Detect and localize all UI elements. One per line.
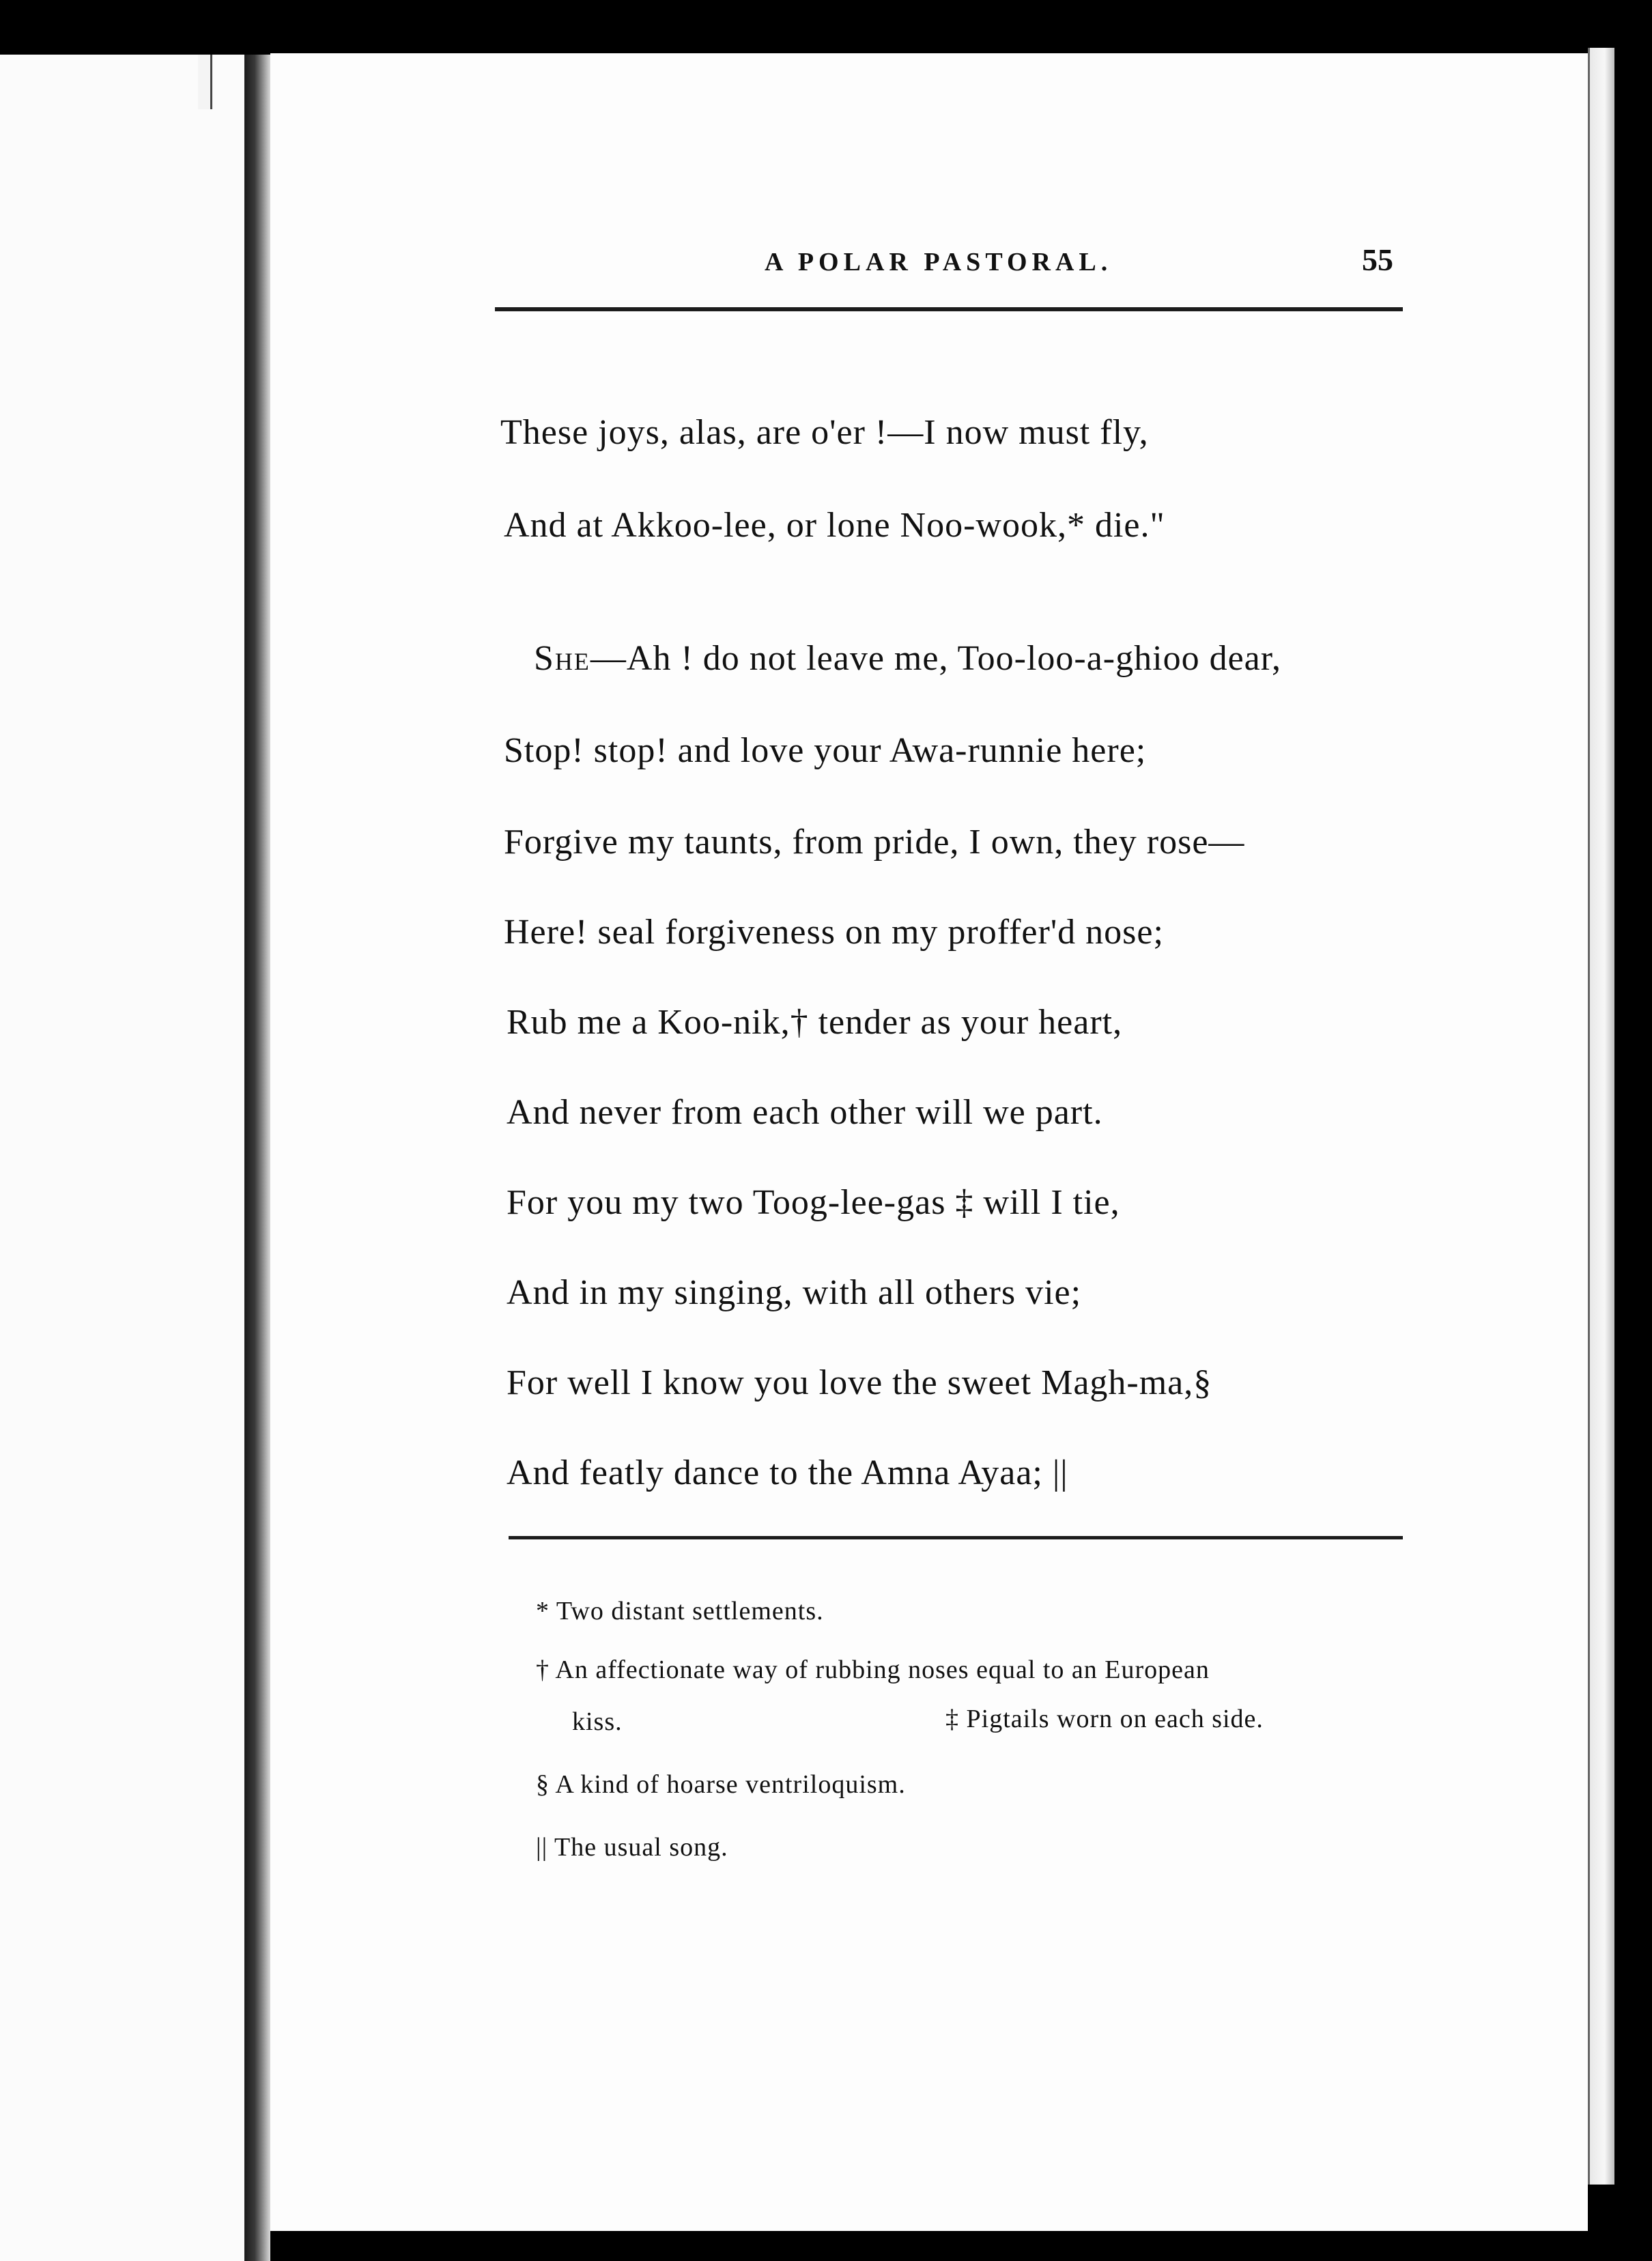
verse-line: And at Akkoo-lee, or lone Noo-wook,* die.": [504, 506, 1165, 545]
verse-line: These joys, alas, are o'er !—I now must fly,: [500, 413, 1149, 452]
page-fore-edge: [1588, 48, 1614, 2185]
scan-border: [270, 2231, 1652, 2261]
footnote: † An affectionate way of rubbing noses equal to an European: [536, 1655, 1210, 1684]
footnote: kiss.: [572, 1707, 623, 1736]
page-corner-fold: [198, 55, 212, 109]
footnote: || The usual song.: [536, 1833, 728, 1862]
running-head: A POLAR PASTORAL.: [765, 248, 1113, 276]
footnote: * Two distant settlements.: [536, 1597, 824, 1625]
footnote: ‡ Pigtails worn on each side.: [945, 1705, 1264, 1733]
facing-page-edge: [0, 55, 257, 2261]
verse-line: [534, 638, 1281, 679]
verse-line: Here! seal forgiveness on my proffer'd nose;: [504, 913, 1164, 952]
verse-line: And featly dance to the Amna Ayaa; ||: [507, 1453, 1068, 1492]
verse-line: For you my two Toog-lee-gas ‡ will I tie,: [507, 1183, 1120, 1222]
verse-line: Stop! stop! and love your Awa-runnie here;: [504, 731, 1147, 770]
verse-line: And in my singing, with all others vie;: [507, 1273, 1082, 1312]
verse-line: Forgive my taunts, from pride, I own, they rose—: [504, 823, 1245, 862]
verse-text: —Ah ! do not leave me, Too-loo-a-ghioo dear,: [590, 639, 1281, 678]
speaker-name: She: [534, 639, 590, 678]
verse-line: Rub me a Koo-nik,† tender as your heart,: [507, 1003, 1123, 1042]
footnote-rule: [509, 1536, 1403, 1539]
verse-line: And never from each other will we part.: [507, 1093, 1103, 1132]
page-number: 55: [1362, 242, 1393, 277]
book-page: [270, 53, 1588, 2231]
verse-line: For well I know you love the sweet Magh-ma,§: [507, 1363, 1212, 1402]
book-gutter: [244, 55, 270, 2261]
footnote: § A kind of hoarse ventriloquism.: [536, 1770, 906, 1799]
header-rule: [495, 307, 1403, 311]
